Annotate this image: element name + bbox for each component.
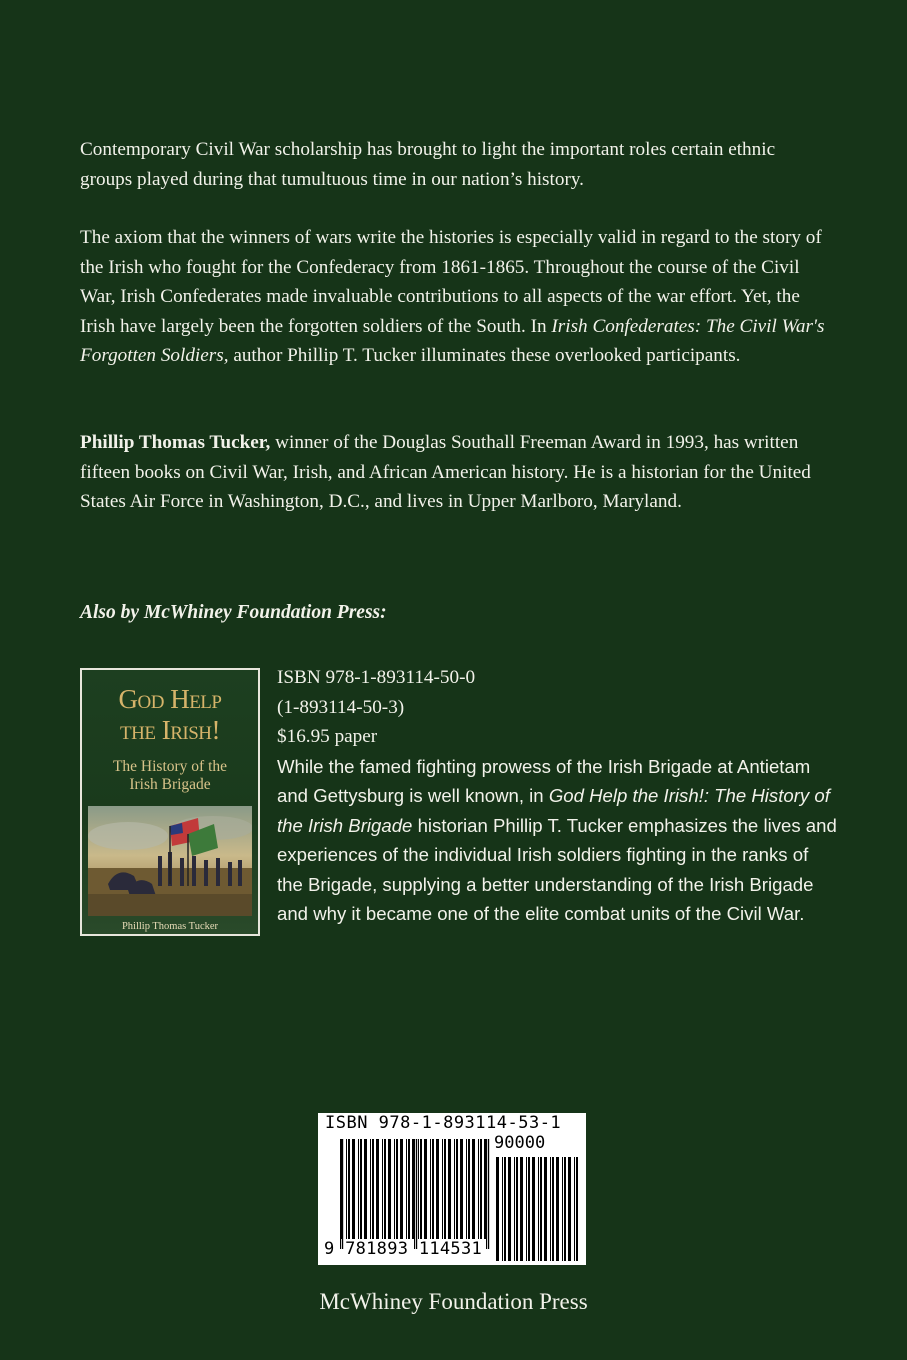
intro-paragraph: Contemporary Civil War scholarship has brought to light the important roles certain ethnic groups played during that tumultuous time in our nation’s history.	[80, 139, 776, 190]
barcode-bar	[564, 1157, 566, 1261]
barcode-bar	[394, 1139, 395, 1239]
barcode-bar	[400, 1139, 403, 1239]
barcode-bar	[520, 1157, 523, 1261]
barcode-bar	[384, 1139, 386, 1239]
barcode-bar	[544, 1157, 547, 1261]
barcode-bar	[396, 1139, 398, 1239]
barcode-bar	[550, 1157, 551, 1261]
barcode-bar	[430, 1139, 431, 1239]
featured-isbn13: ISBN 978-1-893114-50-0	[277, 667, 476, 688]
battle-painting	[88, 806, 252, 916]
author-bio-text: winner of the Douglas Southall Freeman Award in 1993, has written fifteen books on Civil War, Irish, and African American history. He is a historian for the United States Air Force in Washington, D.C., and lives in Upper Marlboro, Maryland.	[80, 432, 811, 512]
barcode-bar	[420, 1139, 422, 1239]
barcode-bar	[424, 1139, 427, 1239]
barcode-bar	[360, 1139, 362, 1239]
barcode-guard-bar	[416, 1139, 417, 1249]
barcode-bar	[372, 1139, 374, 1239]
author-bio	[80, 428, 828, 517]
barcode-bar	[388, 1139, 391, 1239]
barcode-bar	[454, 1139, 455, 1239]
barcode-bar	[478, 1139, 479, 1239]
book-title: Irish Confederates: The Civil War's Forgotten Soldiers,	[80, 315, 825, 366]
barcode-bar	[376, 1139, 379, 1239]
barcode-bar	[552, 1157, 554, 1261]
barcode-bar	[468, 1139, 470, 1239]
barcode-bar	[504, 1157, 506, 1261]
featured-isbn10: (1-893114-50-3)	[277, 696, 405, 718]
cover-subtitle-line1: The History of the	[112, 758, 228, 775]
featured-description	[277, 752, 837, 929]
barcode-bar	[508, 1157, 511, 1261]
barcode-bar	[418, 1139, 419, 1239]
cover-subtitle-line2: Irish Brigade	[129, 776, 211, 793]
cover-title-line1: God Help	[118, 684, 222, 714]
barcode-bar	[364, 1139, 367, 1239]
barcode-bar	[456, 1139, 458, 1239]
summary-text-end: author Phillip T. Tucker illuminates these overlooked participants.	[228, 345, 741, 366]
barcode-bar	[442, 1139, 443, 1239]
barcode-bar	[460, 1139, 463, 1239]
featured-description-title: God Help the Irish!: The History of the Irish Brigade	[277, 785, 830, 836]
featured-book-info	[277, 663, 837, 929]
barcode-bar	[526, 1157, 527, 1261]
barcode-bar	[538, 1157, 539, 1261]
barcode-bar	[514, 1157, 515, 1261]
barcode-bar	[408, 1139, 410, 1239]
barcode-ean-digits: 9 781893 114531	[324, 1239, 483, 1259]
also-by-heading: Also by McWhiney Foundation Press:	[80, 602, 387, 623]
barcode-bar	[576, 1157, 578, 1261]
barcode-bar	[382, 1139, 383, 1239]
barcode-price-code: 90000	[494, 1133, 546, 1153]
barcode-bar	[574, 1157, 575, 1261]
featured-price: $16.95 paper	[277, 726, 378, 747]
barcode-bar	[406, 1139, 407, 1239]
barcode-bar	[502, 1157, 503, 1261]
barcode-isbn-label: ISBN 978-1-893114-53-1	[325, 1113, 562, 1133]
barcode-bar	[448, 1139, 451, 1239]
barcode-bar	[346, 1139, 347, 1239]
barcode-bar	[436, 1139, 439, 1239]
barcode-bar	[348, 1139, 350, 1239]
barcode-bar	[358, 1139, 359, 1239]
summary-paragraph	[80, 223, 828, 371]
cover-author: Phillip Thomas Tucker	[121, 921, 219, 932]
publisher-name: McWhiney Foundation Press	[319, 1289, 588, 1314]
barcode-bar	[370, 1139, 371, 1239]
featured-description-text: While the famed fighting prowess of the Irish Brigade at Antietam and Gettysburg is well known, in	[277, 755, 811, 806]
featured-description-text-end: historian Phillip T. Tucker emphasizes the lives and experiences of the individual Irish soldiers fighting in the ranks of the Brigade, supplying a better understanding of the Irish Brigade and why it became one of the elite combat units of the Civil War.	[277, 814, 837, 924]
barcode-bar	[432, 1139, 434, 1239]
barcode-bar	[352, 1139, 355, 1239]
barcode-bar	[532, 1157, 535, 1261]
barcode-guard-bar	[488, 1139, 489, 1249]
author-name: Phillip Thomas Tucker,	[80, 432, 271, 453]
barcode-bar	[480, 1139, 482, 1239]
barcode-bar	[562, 1157, 563, 1261]
barcode-bar	[496, 1157, 499, 1261]
featured-book-cover	[80, 668, 260, 936]
barcode-guard-bar	[340, 1139, 341, 1249]
barcode-guard-bar	[486, 1139, 487, 1249]
summary-text: The axiom that the winners of wars write the histories is especially valid in regard to the story of the Irish who fought for the Confederacy from 1861-1865. Throughout the course of the Civil War, Irish Confederates made invaluable contributions to all aspects of the war effort. Yet, the Irish have largely been the forgotten soldiers of the South. In	[80, 227, 822, 337]
barcode-bar	[568, 1157, 571, 1261]
barcode-bar	[472, 1139, 475, 1239]
cover-title-line2: the Irish!	[120, 715, 220, 745]
barcode-guard-bar	[414, 1139, 415, 1249]
barcode-bar	[556, 1157, 559, 1261]
barcode-bar	[540, 1157, 542, 1261]
barcode-guard-bar	[342, 1139, 343, 1249]
barcode-bar	[466, 1139, 467, 1239]
barcode-bar	[516, 1157, 518, 1261]
barcode-bar	[528, 1157, 530, 1261]
barcode-bar	[444, 1139, 446, 1239]
isbn-barcode	[318, 1113, 586, 1265]
